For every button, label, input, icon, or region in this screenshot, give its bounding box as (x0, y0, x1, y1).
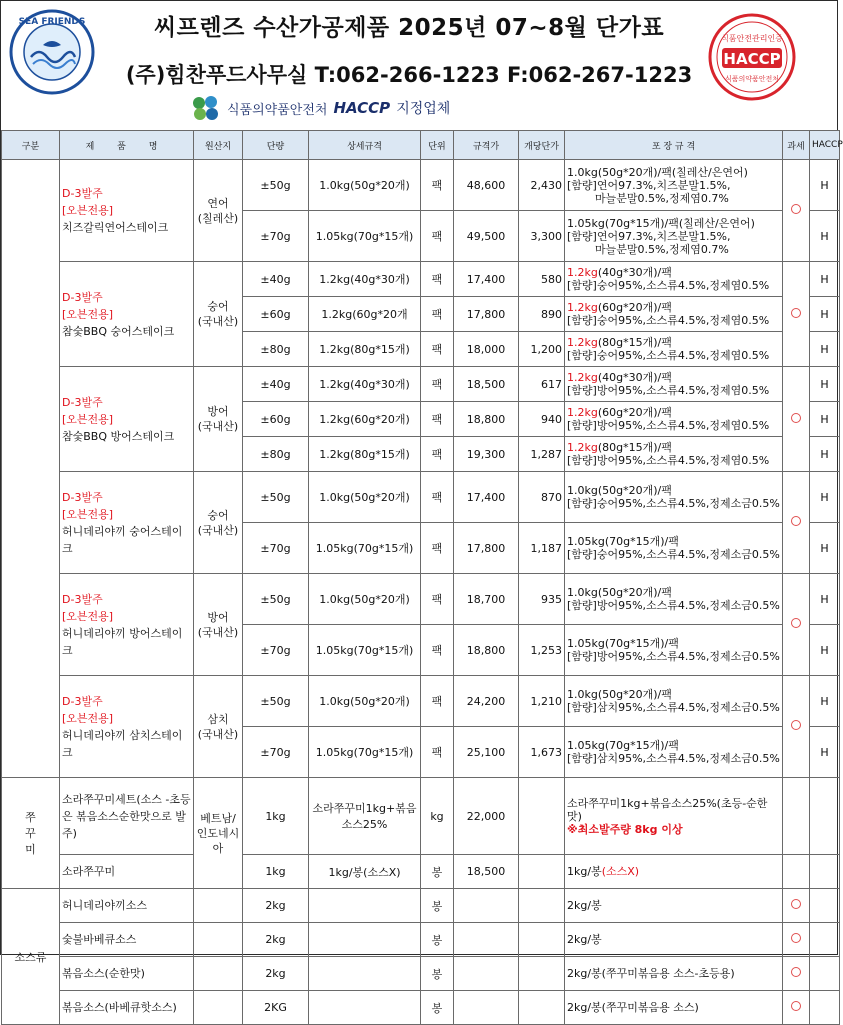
haccp-mark: H (810, 523, 840, 574)
spec-price (454, 957, 519, 991)
tax-cell (783, 367, 810, 472)
pack-line: (40g*30개)/팩 (597, 266, 672, 279)
pack-contents-cont: 마늘분말0.5%,정제염0.7% (595, 242, 729, 256)
unit-size: ±70g (243, 523, 309, 574)
per-unit-price: 870 (519, 472, 565, 523)
spec-price (454, 991, 519, 1025)
detail-spec: 1.05kg(70g*15개) (309, 211, 421, 262)
origin: 방어 (국내산) (194, 574, 243, 676)
unit-size: ±70g (243, 625, 309, 676)
packaging-spec: 2kg/봉(쭈꾸미볶음용 소스) (565, 991, 783, 1025)
packaging-spec (565, 332, 783, 367)
spec-price: 17,800 (454, 297, 519, 332)
product-title: 허니데리야끼 방어스테이크 (62, 626, 183, 657)
spec-price: 49,500 (454, 211, 519, 262)
pack-contents: [함량]삼치95%,소스류4.5%,정제소금0.5% (567, 752, 780, 765)
unit-size: ±50g (243, 676, 309, 727)
per-unit-price: 580 (519, 262, 565, 297)
tax-circle-icon (791, 933, 801, 943)
pack-weight-highlight: 1.2kg (567, 371, 598, 384)
tax-cell (783, 472, 810, 574)
pack-line: (80g*15개)/팩 (597, 336, 672, 349)
table-row (2, 676, 840, 727)
unit: 봉 (421, 855, 454, 889)
badge-designated: 지정업체 (396, 101, 451, 117)
table-row (2, 855, 840, 889)
haccp-mark: H (810, 437, 840, 472)
packaging-spec (565, 437, 783, 472)
unit-size: 1kg (243, 778, 309, 855)
svg-text:HACCP: HACCP (723, 50, 781, 68)
haccp-mark: H (810, 727, 840, 778)
haccp-mark: H (810, 367, 840, 402)
per-unit-price: 617 (519, 367, 565, 402)
unit-size: 1kg (243, 855, 309, 889)
haccp-mark: H (810, 402, 840, 437)
tax-circle-icon (791, 1001, 801, 1011)
packaging-spec: 2kg/봉(쭈꾸미볶음용 소스-초등용) (565, 957, 783, 991)
detail-spec: 1.0kg(50g*20개) (309, 472, 421, 523)
packaging-spec (565, 262, 783, 297)
detail-spec: 1.2kg(60g*20개 (309, 297, 421, 332)
unit-size: ±80g (243, 332, 309, 367)
company-contact: (주)힘찬푸드사무실 T:062-266-1223 F:062-267-1223 (125, 63, 693, 87)
unit-size: ±40g (243, 367, 309, 402)
spec-price: 18,800 (454, 625, 519, 676)
origin: 숭어 (국내산) (194, 262, 243, 367)
per-unit-price: 3,300 (519, 211, 565, 262)
pack-line: 1.05kg(70g*15개)/팩(칠레산/은연어) (567, 216, 755, 230)
table-row (2, 991, 840, 1025)
tax-circle-icon (791, 516, 801, 526)
tax-cell (783, 957, 810, 991)
unit: 팩 (421, 402, 454, 437)
price-table (1, 130, 843, 1025)
packaging-spec (565, 574, 783, 625)
origin: 방어 (국내산) (194, 367, 243, 472)
per-unit-price (519, 889, 565, 923)
unit-size: ±40g (243, 262, 309, 297)
spec-price: 17,400 (454, 472, 519, 523)
order-lead-tag: D-3발주 (62, 490, 103, 504)
detail-spec (309, 957, 421, 991)
spec-price: 24,200 (454, 676, 519, 727)
spec-price: 25,100 (454, 727, 519, 778)
haccp-cell (810, 957, 840, 991)
sea-friends-logo (9, 9, 95, 95)
product-title: 참숯BBQ 숭어스테이크 (62, 324, 175, 338)
pack-line: (60g*20개)/팩 (597, 406, 672, 419)
unit-size: ±80g (243, 437, 309, 472)
product-name (60, 676, 194, 778)
oven-only-tag: [오븐전용] (62, 609, 114, 623)
oven-only-tag: [오븐전용] (62, 507, 114, 521)
product-name: 소라쭈꾸미세트(소스 -초등은 볶음소스순한맛으로 발주) (60, 778, 194, 855)
detail-spec: 1kg/봉(소스X) (309, 855, 421, 889)
unit: 봉 (421, 923, 454, 957)
product-title: 허니데리야끼 삼치스테이크 (62, 728, 183, 759)
spec-price: 18,800 (454, 402, 519, 437)
detail-spec: 1.05kg(70g*15개) (309, 727, 421, 778)
detail-spec: 1.05kg(70g*15개) (309, 625, 421, 676)
haccp-mark: H (810, 472, 840, 523)
spec-price (454, 923, 519, 957)
col-packaging: 포 장 규 격 (565, 131, 783, 160)
spec-price: 18,500 (454, 367, 519, 402)
packaging-spec (565, 402, 783, 437)
tax-circle-icon (791, 720, 801, 730)
unit-size: ±60g (243, 297, 309, 332)
product-name: 볶음소스(바베큐핫소스) (60, 991, 194, 1025)
pack-line: 1.05kg(70g*15개)/팩 (567, 739, 679, 752)
tax-cell (783, 923, 810, 957)
detail-spec: 1.2kg(40g*30개) (309, 262, 421, 297)
haccp-cell (810, 778, 840, 855)
pack-line: 1.05kg(70g*15개)/팩 (567, 637, 679, 650)
unit-size: ±50g (243, 472, 309, 523)
col-unit: 단위 (421, 131, 454, 160)
spec-price: 18,500 (454, 855, 519, 889)
unit-size: 2kg (243, 889, 309, 923)
pack-contents: [함량]숭어95%,소스류4.5%,정제소금0.5% (567, 497, 780, 510)
pack-weight-highlight: 1.2kg (567, 266, 598, 279)
unit: 봉 (421, 991, 454, 1025)
spec-price: 22,000 (454, 778, 519, 855)
tax-circle-icon (791, 204, 801, 214)
col-product: 제 품 명 (60, 131, 194, 160)
unit-size: ±60g (243, 402, 309, 437)
svg-text:식품안전관리인증: 식품안전관리인증 (721, 34, 783, 43)
order-lead-tag: D-3발주 (62, 290, 103, 304)
tax-cell (783, 778, 810, 855)
pack-contents-cont: 마늘분말0.5%,정제염0.7% (595, 191, 729, 205)
pack-line: (40g*30개)/팩 (597, 371, 672, 384)
origin: 삼치 (국내산) (194, 676, 243, 778)
haccp-cell (810, 923, 840, 957)
pack-contents: [함량]숭어95%,소스류4.5%,정제소금0.5% (567, 548, 780, 561)
category-jjukkumi: 쭈 꾸 미 (2, 778, 60, 889)
page-title: 씨프렌즈 수산가공제품 2025년 07~8월 단가표 (153, 15, 665, 41)
per-unit-price: 1,210 (519, 676, 565, 727)
per-unit-price: 1,253 (519, 625, 565, 676)
col-tax: 과세 (783, 131, 810, 160)
pack-contents: [함량]방어95%,소스류4.5%,정제염0.5% (567, 454, 770, 467)
per-unit-price: 940 (519, 402, 565, 437)
pack-line: 1kg/봉 (567, 865, 602, 878)
tax-cell (783, 160, 810, 262)
unit: 팩 (421, 574, 454, 625)
detail-spec: 1.0kg(50g*20개) (309, 160, 421, 211)
unit-size: ±50g (243, 160, 309, 211)
pack-line: 1.05kg(70g*15개)/팩 (567, 535, 679, 548)
origin: 연어 (칠레산) (194, 160, 243, 262)
order-lead-tag: D-3발주 (62, 592, 103, 606)
packaging-spec (565, 676, 783, 727)
origin (194, 923, 243, 957)
badge-haccp: HACCP (333, 99, 391, 117)
haccp-mark: H (810, 262, 840, 297)
detail-spec: 1.0kg(50g*20개) (309, 574, 421, 625)
per-unit-price (519, 991, 565, 1025)
tax-cell (783, 889, 810, 923)
per-unit-price: 1,200 (519, 332, 565, 367)
unit: kg (421, 778, 454, 855)
pack-contents: [함량]숭어95%,소스류4.5%,정제염0.5% (567, 314, 770, 327)
detail-spec (309, 991, 421, 1025)
oven-only-tag: [오븐전용] (62, 307, 114, 321)
spec-price: 18,000 (454, 332, 519, 367)
table-row (2, 367, 840, 402)
packaging-spec (565, 472, 783, 523)
table-header-row (2, 131, 840, 160)
badge-agency: 식품의약품안전처 (227, 102, 328, 118)
col-haccp: HACCP (810, 131, 840, 160)
packaging-spec (565, 523, 783, 574)
product-name (60, 160, 194, 262)
oven-only-tag: [오븐전용] (62, 711, 114, 725)
category-fish-steak (2, 160, 60, 778)
unit: 팩 (421, 676, 454, 727)
pack-weight-highlight: 1.2kg (567, 336, 598, 349)
detail-spec: 소라쭈꾸미1kg+볶음소스25% (309, 778, 421, 855)
pack-line: (60g*20개)/팩 (597, 301, 672, 314)
unit: 팩 (421, 297, 454, 332)
tax-circle-icon (791, 899, 801, 909)
packaging-spec (565, 160, 783, 211)
product-title: 치즈갈릭연어스테이크 (62, 221, 169, 234)
col-spec: 상세규격 (309, 131, 421, 160)
table-row (2, 472, 840, 523)
haccp-mark: H (810, 211, 840, 262)
pack-contents: [함량]방어95%,소스류4.5%,정제소금0.5% (567, 650, 780, 663)
pack-contents: [함량]숭어95%,소스류4.5%,정제염0.5% (567, 279, 770, 292)
haccp-mark: H (810, 625, 840, 676)
pack-contents: [함량]방어95%,소스류4.5%,정제염0.5% (567, 419, 770, 432)
tax-cell (783, 991, 810, 1025)
unit: 팩 (421, 437, 454, 472)
detail-spec: 1.2kg(80g*15개) (309, 332, 421, 367)
per-unit-price (519, 957, 565, 991)
haccp-mark: H (810, 297, 840, 332)
per-unit-price: 935 (519, 574, 565, 625)
unit: 팩 (421, 367, 454, 402)
table-row (2, 160, 840, 211)
haccp-mark: H (810, 160, 840, 211)
pack-line: 1.0kg(50g*20개)/팩 (567, 484, 672, 497)
unit-size: ±70g (243, 727, 309, 778)
table-row (2, 923, 840, 957)
table-row (2, 957, 840, 991)
product-name: 소라쭈꾸미 (60, 855, 194, 889)
packaging-spec (565, 727, 783, 778)
origin: 베트남/ 인도네시아 (194, 778, 243, 889)
origin (194, 991, 243, 1025)
table-row (2, 778, 840, 855)
product-name (60, 574, 194, 676)
pack-contents: [함량]방어95%,소스류4.5%,정제소금0.5% (567, 599, 780, 612)
detail-spec: 1.0kg(50g*20개) (309, 676, 421, 727)
pack-line: 1.0kg(50g*20개)/팩(칠레산/은연어) (567, 165, 748, 179)
detail-spec: 1.2kg(60g*20개) (309, 402, 421, 437)
haccp-mark: H (810, 332, 840, 367)
tax-cell (783, 855, 810, 889)
per-unit-price: 2,430 (519, 160, 565, 211)
oven-only-tag: [오븐전용] (62, 412, 114, 426)
unit: 팩 (421, 472, 454, 523)
unit: 봉 (421, 957, 454, 991)
origin (194, 957, 243, 991)
pack-contents: [함량]방어95%,소스류4.5%,정제염0.5% (567, 384, 770, 397)
per-unit-price: 1,673 (519, 727, 565, 778)
order-lead-tag: D-3발주 (62, 395, 103, 409)
packaging-spec (565, 211, 783, 262)
detail-spec: 1.2kg(40g*30개) (309, 367, 421, 402)
detail-spec (309, 923, 421, 957)
per-unit-price: 1,187 (519, 523, 565, 574)
spec-price (454, 889, 519, 923)
origin (194, 889, 243, 923)
unit: 팩 (421, 625, 454, 676)
col-origin: 원산지 (194, 131, 243, 160)
spec-price: 18,700 (454, 574, 519, 625)
oven-only-tag: [오븐전용] (62, 204, 114, 217)
pack-line: 1.0kg(50g*20개)/팩 (567, 586, 672, 599)
table-row (2, 574, 840, 625)
pack-weight-highlight: 1.2kg (567, 406, 598, 419)
product-name: 허니데리야끼소스 (60, 889, 194, 923)
order-lead-tag: D-3발주 (62, 187, 103, 200)
product-name: 숯불바베큐소스 (60, 923, 194, 957)
packaging-spec: 2kg/봉 (565, 889, 783, 923)
pack-contents: [함량]연어97.3%,치즈분말1.5%, (567, 229, 731, 243)
detail-spec: 1.05kg(70g*15개) (309, 523, 421, 574)
pack-line: 1.0kg(50g*20개)/팩 (567, 688, 672, 701)
pack-weight-highlight: 1.2kg (567, 301, 598, 314)
haccp-mark: H (810, 676, 840, 727)
product-name (60, 472, 194, 574)
unit: 팩 (421, 262, 454, 297)
svg-text:식품의약품안전처: 식품의약품안전처 (724, 75, 780, 83)
tax-cell (783, 574, 810, 676)
haccp-cell (810, 889, 840, 923)
origin: 숭어 (국내산) (194, 472, 243, 574)
spec-price: 19,300 (454, 437, 519, 472)
order-lead-tag: D-3발주 (62, 694, 103, 708)
tax-circle-icon (791, 308, 801, 318)
unit: 팩 (421, 211, 454, 262)
tax-circle-icon (791, 967, 801, 977)
pack-line: 소라쭈꾸미1kg+볶음소스25%(초등-순한맛) (567, 796, 768, 823)
haccp-mark: H (810, 574, 840, 625)
product-name (60, 262, 194, 367)
haccp-cell (810, 855, 840, 889)
unit: 팩 (421, 727, 454, 778)
unit: 팩 (421, 332, 454, 367)
packaging-spec (565, 625, 783, 676)
mfds-emblem-icon (191, 95, 221, 121)
detail-spec: 1.2kg(80g*15개) (309, 437, 421, 472)
unit-size: 2kg (243, 957, 309, 991)
packaging-spec (565, 778, 783, 855)
unit-size: 2kg (243, 923, 309, 957)
pack-contents: [함량]숭어95%,소스류4.5%,정제염0.5% (567, 349, 770, 362)
table-row (2, 262, 840, 297)
per-unit-price (519, 923, 565, 957)
col-spec-price: 규격가 (454, 131, 519, 160)
packaging-spec (565, 297, 783, 332)
pack-note-red: ※최소발주량 8kg 이상 (567, 822, 683, 836)
pack-contents: [함량]연어97.3%,치즈분말1.5%, (567, 178, 731, 192)
pack-line: (80g*15개)/팩 (597, 441, 672, 454)
packaging-spec: 2kg/봉 (565, 923, 783, 957)
col-category: 구분 (2, 131, 60, 160)
haccp-cell (810, 991, 840, 1025)
unit: 봉 (421, 889, 454, 923)
pack-weight-highlight: 1.2kg (567, 441, 598, 454)
spec-price: 48,600 (454, 160, 519, 211)
svg-text:SEA FRIENDS: SEA FRIENDS (18, 17, 86, 27)
product-name (60, 367, 194, 472)
col-unit-size: 단량 (243, 131, 309, 160)
spec-price: 17,800 (454, 523, 519, 574)
pack-note-red: (소스X) (601, 865, 640, 878)
haccp-seal-icon (708, 13, 796, 101)
unit-size: ±70g (243, 211, 309, 262)
unit: 팩 (421, 523, 454, 574)
unit: 팩 (421, 160, 454, 211)
tax-cell (783, 262, 810, 367)
tax-cell (783, 676, 810, 778)
per-unit-price: 1,287 (519, 437, 565, 472)
spec-price: 17,400 (454, 262, 519, 297)
category-sauce: 소스류 (2, 889, 60, 1025)
product-title: 참숯BBQ 방어스테이크 (62, 429, 175, 443)
per-unit-price (519, 778, 565, 855)
per-unit-price (519, 855, 565, 889)
per-unit-price: 890 (519, 297, 565, 332)
unit-size: ±50g (243, 574, 309, 625)
packaging-spec (565, 855, 783, 889)
product-name: 볶음소스(순한맛) (60, 957, 194, 991)
product-title: 허니데리야끼 숭어스테이크 (62, 524, 183, 555)
packaging-spec (565, 367, 783, 402)
col-per-unit-price: 개당단가 (519, 131, 565, 160)
haccp-designation-badge (191, 93, 450, 123)
tax-circle-icon (791, 618, 801, 628)
tax-circle-icon (791, 413, 801, 423)
pack-contents: [함량]삼치95%,소스류4.5%,정제소금0.5% (567, 701, 780, 714)
header (1, 1, 839, 130)
table-row (2, 889, 840, 923)
detail-spec (309, 889, 421, 923)
unit-size: 2KG (243, 991, 309, 1025)
